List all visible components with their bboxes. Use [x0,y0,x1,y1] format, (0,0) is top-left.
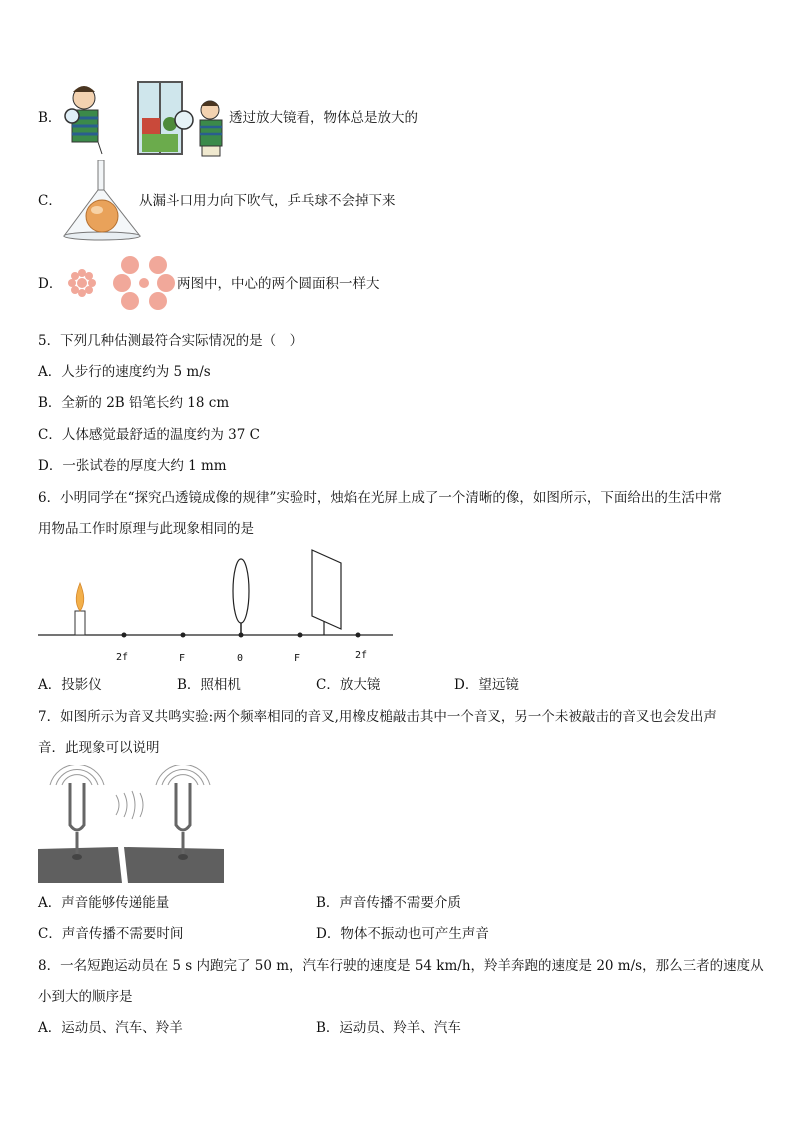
q7-option-b: B．声音传播不需要介质 [316,895,461,911]
tuning-fork-right [176,783,190,830]
q4-option-c-text: 从漏斗口用力向下吹气，乒乓球不会掉下来 [139,193,396,209]
candle-flame [76,583,84,611]
q8-option-a: A．运动员、汽车、羚羊 [38,1020,183,1036]
q8-option-b: B．运动员、羚羊、汽车 [316,1020,461,1036]
q7-option-c: C．声音传播不需要时间 [38,926,184,942]
q5-option-a: A．人步行的速度约为 5 m/s [38,364,211,380]
q8-stem-line1: 8．一名短跑运动员在 5 s 内跑完了 50 m，汽车行驶的速度是 54 km/h，羚羊奔跑的速度是 20 m/s，那么三者的速度从 [38,958,764,974]
tuning-fork-illustration [38,765,226,889]
axis-label-2f-left: 2f [116,652,129,663]
q6-stem-line1: 6．小明同学在“探究凸透镜成像的规律”实验时，烛焰在光屏上成了一个清晰的像，如图所示，下面给出的生活中常 [38,490,722,506]
q5-option-c: C．人体感觉最舒适的温度约为 37 C [38,427,260,443]
light-screen [312,550,341,629]
axis-label-f-right: F [294,653,301,664]
q5-stem: 5．下列几种估测最符合实际情况的是（ ） [38,333,304,349]
convex-lens [233,559,249,623]
resonance-box-right [124,847,224,883]
circle-illusion-illustration [60,252,175,318]
magnifier-illustration [58,80,228,162]
q8-stem-line2: 小到大的顺序是 [38,989,133,1005]
q6-option-a: A．投影仪 [38,677,102,693]
q5-option-d: D．一张试卷的厚度大约 1 mm [38,458,227,474]
q4-option-b-text: 透过放大镜看，物体总是放大的 [229,110,418,126]
q4-option-d-letter: D． [38,276,63,292]
axis-label-origin: 0 [237,653,244,664]
q5-option-b: B．全新的 2B 铅笔长约 18 cm [38,395,230,411]
candle [75,611,85,635]
q4-option-c-letter: C． [38,193,62,209]
q6-option-c: C．放大镜 [316,677,381,693]
axis-label-2f-right: 2f [355,650,368,661]
q6-option-d: D．望远镜 [454,677,519,693]
axis-label-f-left: F [179,653,186,664]
funnel-ball-illustration [62,160,142,246]
q6-stem-line2: 用物品工作时原理与此现象相同的是 [38,521,254,537]
q4-option-b-letter: B． [38,110,62,126]
q4-option-d-text: 两图中，中心的两个圆面积一样大 [177,276,380,292]
resonance-box-left [38,847,122,883]
q7-stem-line1: 7．如图所示为音叉共鸣实验:两个频率相同的音叉,用橡皮槌敲击其中一个音叉，另一个未被敲击的音叉也会发出声 [38,709,717,725]
q7-option-d: D．物体不振动也可产生声音 [316,926,489,942]
q6-option-b: B．照相机 [177,677,241,693]
q7-option-a: A．声音能够传递能量 [38,895,170,911]
lens-imaging-diagram [38,545,398,674]
q7-stem-line2: 音．此现象可以说明 [38,740,160,756]
tuning-fork-left [70,783,84,830]
